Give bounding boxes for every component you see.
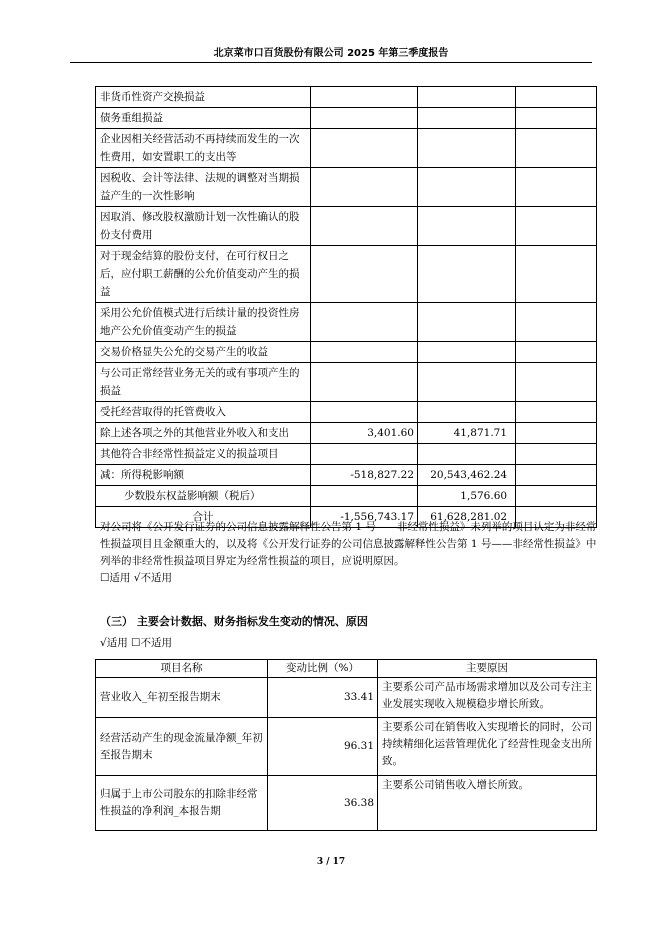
row-label: 对于现金结算的股份支付，在可行权日之后，应付职工薪酬的公允价值变动产生的损益 xyxy=(96,246,311,303)
non-recurring-items-table xyxy=(95,86,597,528)
value-cell: 61,628,281.02 xyxy=(418,507,516,528)
change-ratio: 36.38 xyxy=(268,776,378,831)
value-cell xyxy=(418,303,516,342)
value-cell xyxy=(310,486,417,507)
value-cell xyxy=(418,129,516,168)
note-cell xyxy=(516,246,597,303)
value-cell: -1,556,743.17 xyxy=(310,507,417,528)
note-cell xyxy=(516,303,597,342)
note-cell xyxy=(516,363,597,402)
header-rule xyxy=(70,62,592,63)
change-ratio: 33.41 xyxy=(268,678,378,718)
value-cell xyxy=(418,363,516,402)
row-label: 其他符合非经常性损益定义的损益项目 xyxy=(96,444,311,465)
row-label: 采用公允价值模式进行后续计量的投资性房地产公允价值变动产生的损益 xyxy=(96,303,311,342)
note-paragraph: 对公司将《公开发行证券的公司信息披露解释性公告第 1 号——非经常性损益》未列举的项目认定为非经常性损益项目且金额重大的，以及将《公开发行证券的公司信息披露解释性公告第 1 号——非经常性损益》中列举的非经常性损益项目界定为经常性损益的项目，应说明原因。 xyxy=(100,521,597,567)
value-cell xyxy=(310,402,417,423)
row-label: 少数股东权益影响额（税后） xyxy=(96,486,311,507)
section-applicability: √适用 ☐不适用 xyxy=(100,637,172,649)
row-label: 合计 xyxy=(96,507,311,528)
change-reason: 主要系公司产品市场需求增加以及公司专注主业发展实现收入规模稳步增长所致。 xyxy=(378,678,597,718)
table-row xyxy=(96,342,597,363)
row-label: 与公司正常经营业务无关的或有事项产生的损益 xyxy=(96,363,311,402)
value-cell: 41,871.71 xyxy=(418,423,516,444)
value-cell xyxy=(310,342,417,363)
note-cell xyxy=(516,465,597,486)
value-cell: 20,543,462.24 xyxy=(418,465,516,486)
note-cell xyxy=(516,342,597,363)
table-row xyxy=(96,303,597,342)
table-row xyxy=(96,246,597,303)
page-number: 3 / 17 xyxy=(316,857,346,867)
value-cell: 3,401.60 xyxy=(310,423,417,444)
value-cell xyxy=(418,168,516,207)
value-cell xyxy=(310,168,417,207)
row-label: 企业因相关经营活动不再持续而发生的一次性费用，如安置职工的支出等 xyxy=(96,129,311,168)
change-reason: 主要系公司在销售收入实现增长的同时，公司持续精细化运营管理优化了经营性现金支出所致。 xyxy=(378,718,597,776)
note-cell xyxy=(516,129,597,168)
row-label: 非货币性资产交换损益 xyxy=(96,87,311,108)
row-label: 债务重组损益 xyxy=(96,108,311,129)
column-header: 项目名称 xyxy=(96,660,268,678)
table-row xyxy=(96,444,597,465)
value-cell xyxy=(418,402,516,423)
item-name: 营业收入_年初至报告期末 xyxy=(96,678,268,718)
value-cell xyxy=(418,342,516,363)
change-ratio: 96.31 xyxy=(268,718,378,776)
note-applicability: ☐适用 √不适用 xyxy=(100,572,172,584)
note-cell xyxy=(516,108,597,129)
table-row xyxy=(96,363,597,402)
value-cell xyxy=(310,363,417,402)
table-row xyxy=(96,168,597,207)
note-cell xyxy=(516,168,597,207)
value-cell xyxy=(418,108,516,129)
value-cell xyxy=(310,246,417,303)
note-cell xyxy=(516,207,597,246)
value-cell xyxy=(310,87,417,108)
value-cell: 1,576.60 xyxy=(418,486,516,507)
change-reason: 主要系公司销售收入增长所致。 xyxy=(378,776,597,831)
row-label: 因税收、会计等法律、法规的调整对当期损益产生的一次性影响 xyxy=(96,168,311,207)
note-cell xyxy=(516,444,597,465)
table-row xyxy=(96,207,597,246)
note-cell xyxy=(516,423,597,444)
table-row xyxy=(96,678,597,718)
value-cell xyxy=(310,207,417,246)
value-cell xyxy=(418,246,516,303)
row-label: 受托经营取得的托管费收入 xyxy=(96,402,311,423)
item-name: 归属于上市公司股东的扣除非经常性损益的净利润_本报告期 xyxy=(96,776,268,831)
table-row xyxy=(96,718,597,776)
item-name: 经营活动产生的现金流量净额_年初至报告期末 xyxy=(96,718,268,776)
note-cell xyxy=(516,486,597,507)
table-header-row xyxy=(96,660,597,678)
row-label: 交易价格显失公允的交易产生的收益 xyxy=(96,342,311,363)
note-cell xyxy=(516,402,597,423)
page-header: 北京菜市口百货股份有限公司 2025 年第三季度报告 xyxy=(213,48,449,59)
table-row xyxy=(96,87,597,108)
table-row xyxy=(96,423,597,444)
table-row xyxy=(96,776,597,831)
note-cell xyxy=(516,87,597,108)
table-row xyxy=(96,108,597,129)
value-cell xyxy=(310,303,417,342)
column-header: 变动比例（%） xyxy=(268,660,378,678)
row-label: 因取消、修改股权激励计划一次性确认的股份支付费用 xyxy=(96,207,311,246)
table-row xyxy=(96,465,597,486)
value-cell xyxy=(418,444,516,465)
row-label: 除上述各项之外的其他营业外收入和支出 xyxy=(96,423,311,444)
section-title: （三） 主要会计数据、财务指标发生变动的情况、原因 xyxy=(100,615,368,628)
value-cell xyxy=(418,207,516,246)
value-cell xyxy=(310,108,417,129)
table-row xyxy=(96,402,597,423)
changes-table xyxy=(95,659,597,831)
value-cell xyxy=(310,129,417,168)
table-row xyxy=(96,129,597,168)
value-cell xyxy=(418,87,516,108)
column-header: 主要原因 xyxy=(378,660,597,678)
value-cell xyxy=(310,444,417,465)
value-cell: -518,827.22 xyxy=(310,465,417,486)
table-row xyxy=(96,486,597,507)
row-label: 减：所得税影响额 xyxy=(96,465,311,486)
